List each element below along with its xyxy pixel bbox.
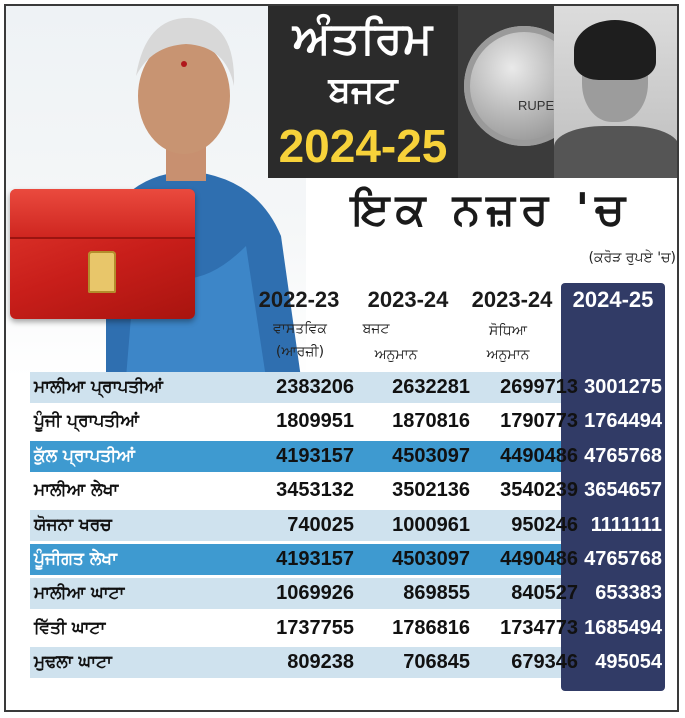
infographic xyxy=(4,4,679,712)
cell-value: 1734773 xyxy=(500,616,578,639)
cell-value: 653383 xyxy=(595,582,662,605)
cell-value: 4765768 xyxy=(584,548,662,570)
coin-portrait-box xyxy=(458,6,679,178)
cell-value: 4193157 xyxy=(276,444,354,467)
table-row xyxy=(30,578,670,609)
portrait-hair xyxy=(574,20,656,80)
title-line1: ਅੰਤਰਿਮ xyxy=(292,13,434,64)
cell-value: 1870816 xyxy=(392,410,470,433)
row-label: ਪੂੰਜੀਗਤ ਲੇਖਾ xyxy=(34,549,117,569)
column-sub-3b: ਅਨੁਮਾਨ xyxy=(486,347,530,363)
row-label: ਪੂੰਜੀ ਪ੍ਰਾਪਤੀਆਂ xyxy=(34,411,139,432)
column-year-4: 2024-25 xyxy=(572,287,654,312)
column-sub-2b: ਅਨੁਮਾਨ xyxy=(374,347,418,363)
cell-value: 2632281 xyxy=(392,376,470,398)
title-line2: ਬਜਟ xyxy=(328,70,398,111)
cell-value: 4193157 xyxy=(276,548,354,570)
cell-value: 809238 xyxy=(287,651,354,674)
briefcase-flap xyxy=(10,189,195,239)
cell-value: 2383206 xyxy=(276,376,354,398)
cell-value: 3001275 xyxy=(584,376,662,398)
column-year-3: 2023-24 xyxy=(471,287,553,312)
cell-value: 4503097 xyxy=(392,548,470,570)
table-row xyxy=(30,613,670,644)
table-row xyxy=(30,372,670,403)
unit-note: (ਕਰੋੜ ਰੁਪਏ 'ਚ) xyxy=(588,250,676,266)
cell-value: 740025 xyxy=(287,513,354,536)
table-row xyxy=(30,475,670,506)
row-label: ਮੁਢਲਾ ਘਾਟਾ xyxy=(34,652,112,673)
subtitle: ਇਕ ਨਜ਼ਰ 'ਚ xyxy=(351,184,631,235)
row-label: ਮਾਲੀਆ ਲੇਖਾ xyxy=(34,480,119,501)
row-label: ਮਾਲੀਆ ਪ੍ਰਾਪਤੀਆਂ xyxy=(34,377,163,397)
row-label: ਕੁੱਲ ਪ੍ਰਾਪਤੀਆਂ xyxy=(34,445,135,466)
column-sub-1b: (ਆਰਜ਼ੀ) xyxy=(275,344,325,360)
cell-value: 840527 xyxy=(511,582,578,605)
title-box xyxy=(268,6,458,178)
cell-value: 1764494 xyxy=(584,410,662,433)
cell-value: 3654657 xyxy=(584,479,662,502)
cell-value: 1069926 xyxy=(276,582,354,605)
column-year-2: 2023-24 xyxy=(367,287,449,312)
cell-value: 869855 xyxy=(403,582,470,605)
emblem-icon xyxy=(88,251,116,293)
cell-value: 1809951 xyxy=(276,410,354,433)
cell-value: 679346 xyxy=(511,651,578,674)
cell-value: 3540239 xyxy=(500,479,578,502)
row-label: ਯੋਜਨਾ ਖਰਚ xyxy=(34,514,112,535)
cell-value: 706845 xyxy=(403,651,470,674)
table-row xyxy=(30,647,670,678)
column-sub-3a: ਸੋਧਿਆ xyxy=(489,323,527,339)
cell-value: 4490486 xyxy=(500,548,578,570)
red-briefcase xyxy=(10,189,195,319)
cell-value: 4765768 xyxy=(584,444,662,467)
column-sub-2a: ਬਜਟ xyxy=(362,321,390,337)
cell-value: 4503097 xyxy=(392,444,470,467)
table-row xyxy=(30,441,670,472)
cell-value: 1786816 xyxy=(392,616,470,639)
table-row xyxy=(30,406,670,437)
cell-value: 2699713 xyxy=(500,376,578,398)
portrait-photo xyxy=(554,6,679,178)
cell-value: 1000961 xyxy=(392,513,470,536)
cell-value: 4490486 xyxy=(500,444,578,467)
cell-value: 495054 xyxy=(595,651,662,674)
column-sub-1a: ਵਾਸਤਵਿਕ xyxy=(273,321,327,337)
row-label: ਵਿੱਤੀ ਘਾਟਾ xyxy=(34,617,106,638)
cell-value: 3453132 xyxy=(276,479,354,502)
cell-value: 1685494 xyxy=(584,616,662,639)
coin-text: RUPE xyxy=(518,98,555,113)
portrait-body xyxy=(554,126,679,178)
table-row xyxy=(30,510,670,541)
row-label: ਮਾਲੀਆ ਘਾਟਾ xyxy=(34,583,125,604)
cell-value: 1737755 xyxy=(276,616,354,639)
cell-value: 1790773 xyxy=(500,410,578,433)
column-year-1: 2022-23 xyxy=(258,287,340,312)
table-row xyxy=(30,544,670,575)
title-year: 2024-25 xyxy=(278,120,448,172)
cell-value: 3502136 xyxy=(392,479,470,502)
cell-value: 1111111 xyxy=(590,513,662,536)
cell-value: 950246 xyxy=(511,513,578,536)
